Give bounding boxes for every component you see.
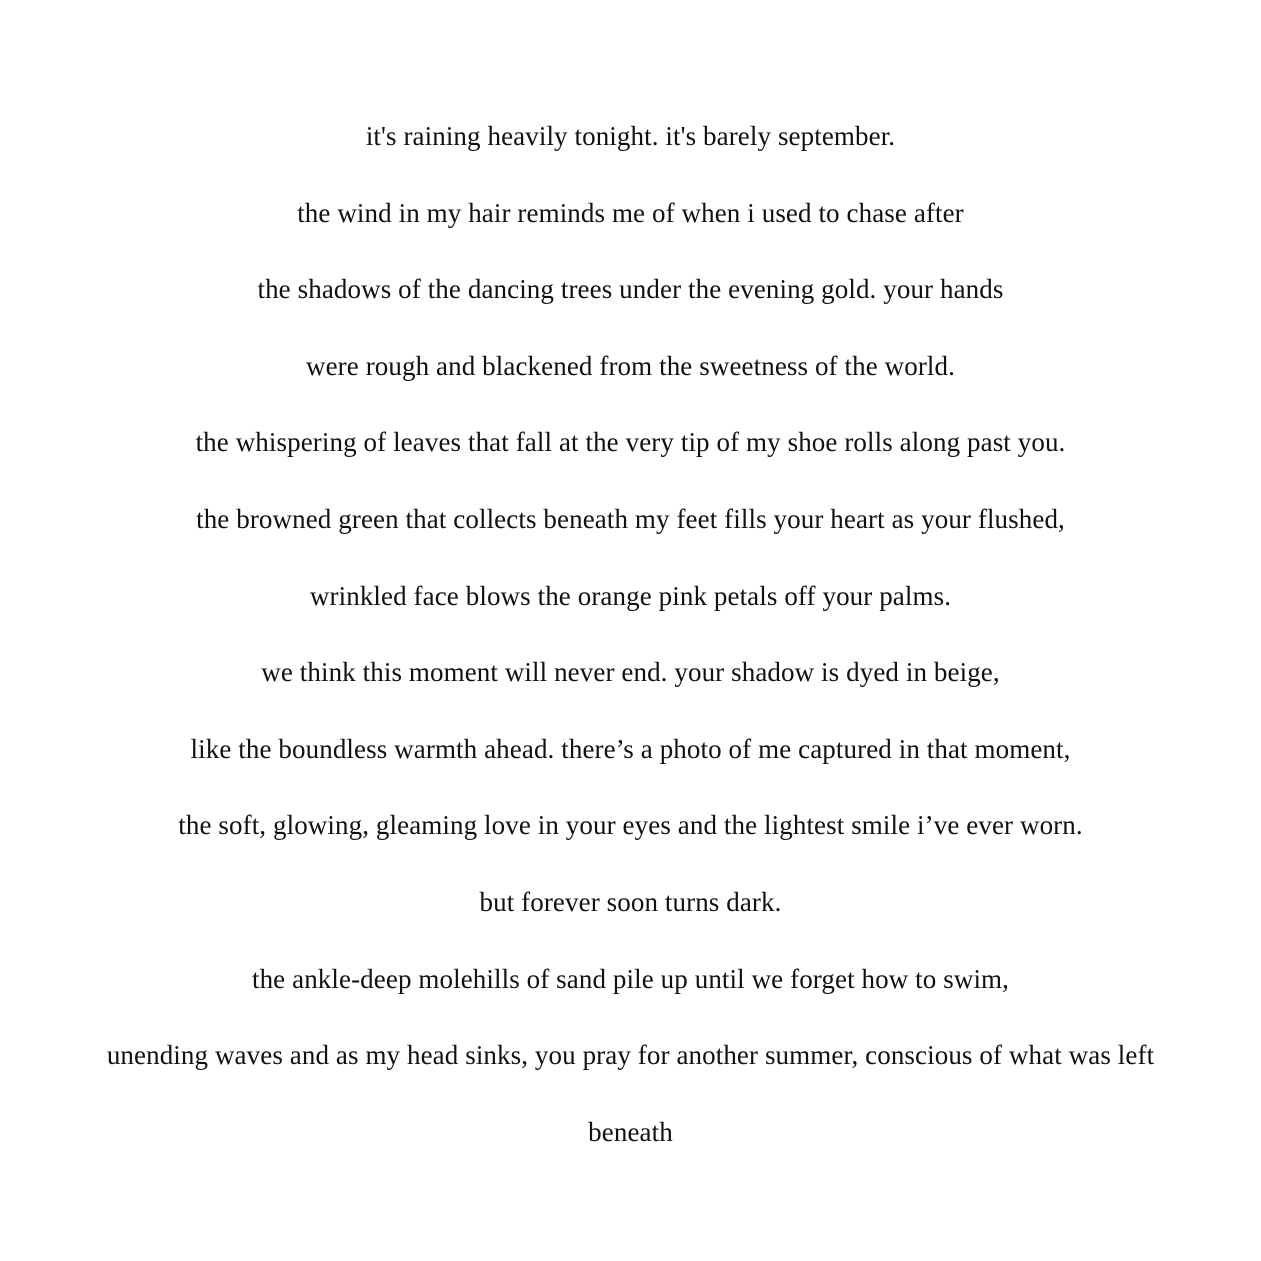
poem-line: unending waves and as my head sinks, you pray for another summer, conscious of what was left xyxy=(106,1040,1155,1071)
poem-line: were rough and blackened from the sweetness of the world. xyxy=(306,350,955,381)
poem-line: beneath xyxy=(588,1116,673,1147)
poem-line: like the boundless warmth ahead. there’s a photo of me captured in that moment, xyxy=(190,733,1071,764)
poem-line: wrinkled face blows the orange pink petals off your palms. xyxy=(309,580,952,611)
poem-line: the whispering of leaves that fall at the very tip of my shoe rolls along past you. xyxy=(195,427,1066,458)
poem-line: but forever soon turns dark. xyxy=(479,886,782,917)
poem-line: the soft, glowing, gleaming love in your eyes and the lightest smile i’ve ever worn. xyxy=(178,810,1083,841)
poem-text xyxy=(0,110,1261,1182)
poem-line: the ankle-deep molehills of sand pile up until we forget how to swim, xyxy=(251,963,1009,994)
poem-line: the shadows of the dancing trees under the evening gold. your hands xyxy=(257,274,1004,305)
poem-line: it's raining heavily tonight. it's barely september. xyxy=(365,121,896,151)
poem-line: we think this moment will never end. your shadow is dyed in beige, xyxy=(261,657,1000,688)
poem-line: the wind in my hair reminds me of when i used to chase after xyxy=(297,197,964,228)
poem-line: the browned green that collects beneath my feet fills your heart as your flushed, xyxy=(196,503,1065,534)
